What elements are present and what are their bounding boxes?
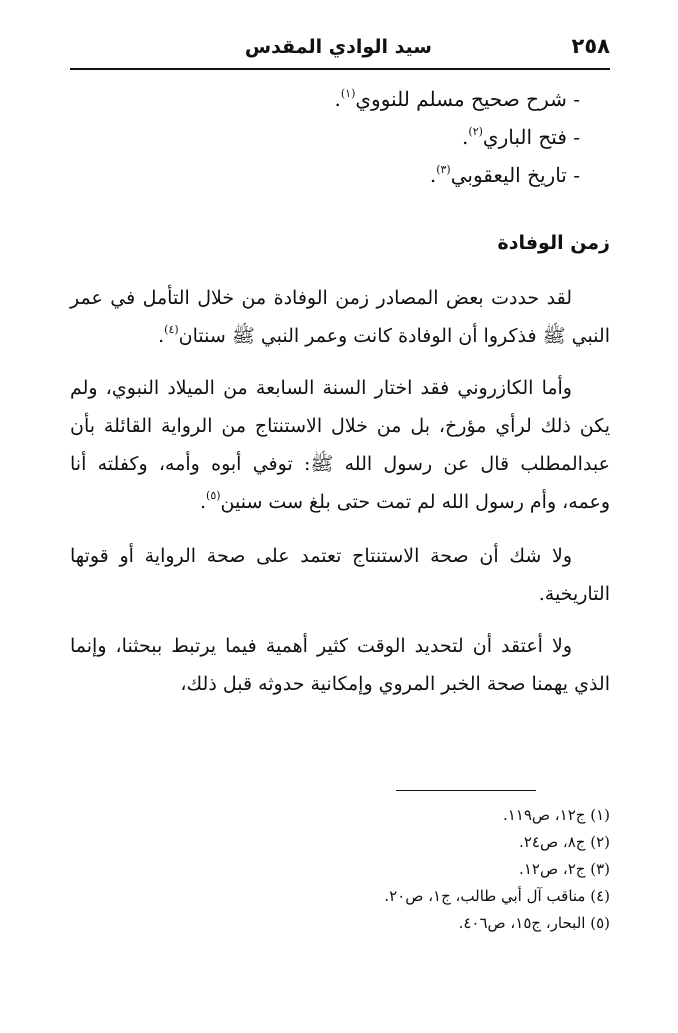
source-end: . (334, 87, 341, 111)
source-end: . (429, 163, 437, 187)
source-end: . (462, 125, 469, 149)
paragraph-end: . (199, 491, 207, 513)
page-body (70, 80, 610, 703)
page-number: ٢٥٨ (571, 34, 610, 58)
footnote: (٤) مناقب آل أبي طالب، ج١، ص٢٠. (384, 887, 610, 905)
section-heading: زمن الوفادة (497, 232, 610, 254)
footnote: (٥) البحار، ج١٥، ص٤٠٦. (458, 914, 610, 932)
paragraph: ولا أعتقد أن لتحديد الوقت كثير أهمية فيما يرتبط ببحثنا، وإنما الذي يهمنا صحة الخبر المروي وإمكانية حدوثه قبل ذلك، (70, 635, 610, 695)
footnote-ref: (١) (340, 87, 356, 100)
source-text: - شرح صحيح مسلم للنووي (355, 87, 580, 111)
paragraph-end: . (158, 325, 165, 347)
footnote-ref: (٥) (206, 489, 221, 502)
list-item (70, 118, 610, 156)
page-header (70, 32, 610, 70)
footnote-ref: (٤) (164, 323, 179, 336)
source-text: - تاريخ اليعقوبي (450, 163, 580, 187)
sources-list (70, 80, 610, 194)
footnote-ref: (٣) (436, 163, 451, 176)
list-item (70, 156, 610, 194)
paragraph (70, 279, 610, 355)
source-text: - فتح الباري (482, 125, 580, 149)
footnotes (210, 802, 610, 937)
footnote: (٣) ج٢، ص١٢. (519, 860, 610, 878)
running-title: سيد الوادي المقدس (244, 36, 432, 58)
footnote-ref: (٢) (468, 125, 483, 138)
paragraph-text: لقد حددت بعض المصادر زمن الوفادة من خلال التأمل في عمر النبي ﷺ فذكروا أن الوفادة كانت وعمر النبي ﷺ سنتان (70, 287, 610, 347)
paragraph: ولا شك أن صحة الاستنتاج تعتمد على صحة الرواية أو قوتها التاريخية. (70, 545, 610, 605)
footnote: (١) ج١٢، ص١١٩. (502, 806, 610, 824)
list-item (70, 80, 610, 118)
footnote: (٢) ج٨، ص٢٤. (519, 833, 610, 851)
paragraph (70, 369, 610, 521)
paragraph-text: وأما الكازروني فقد اختار السنة السابعة من الميلاد النبوي، ولم يكن ذلك لرأي مؤرخ، بل من خلال الاستنتاج من الرواية القائلة بأن عبدالمطلب قال عن رسول الله ﷺ: توفي أبوه وأمه، وكفلته أنا وعمه، وأم رسول الله لم تمت حتى بلغ ست سنين (70, 377, 610, 513)
footnote-separator (396, 790, 536, 791)
